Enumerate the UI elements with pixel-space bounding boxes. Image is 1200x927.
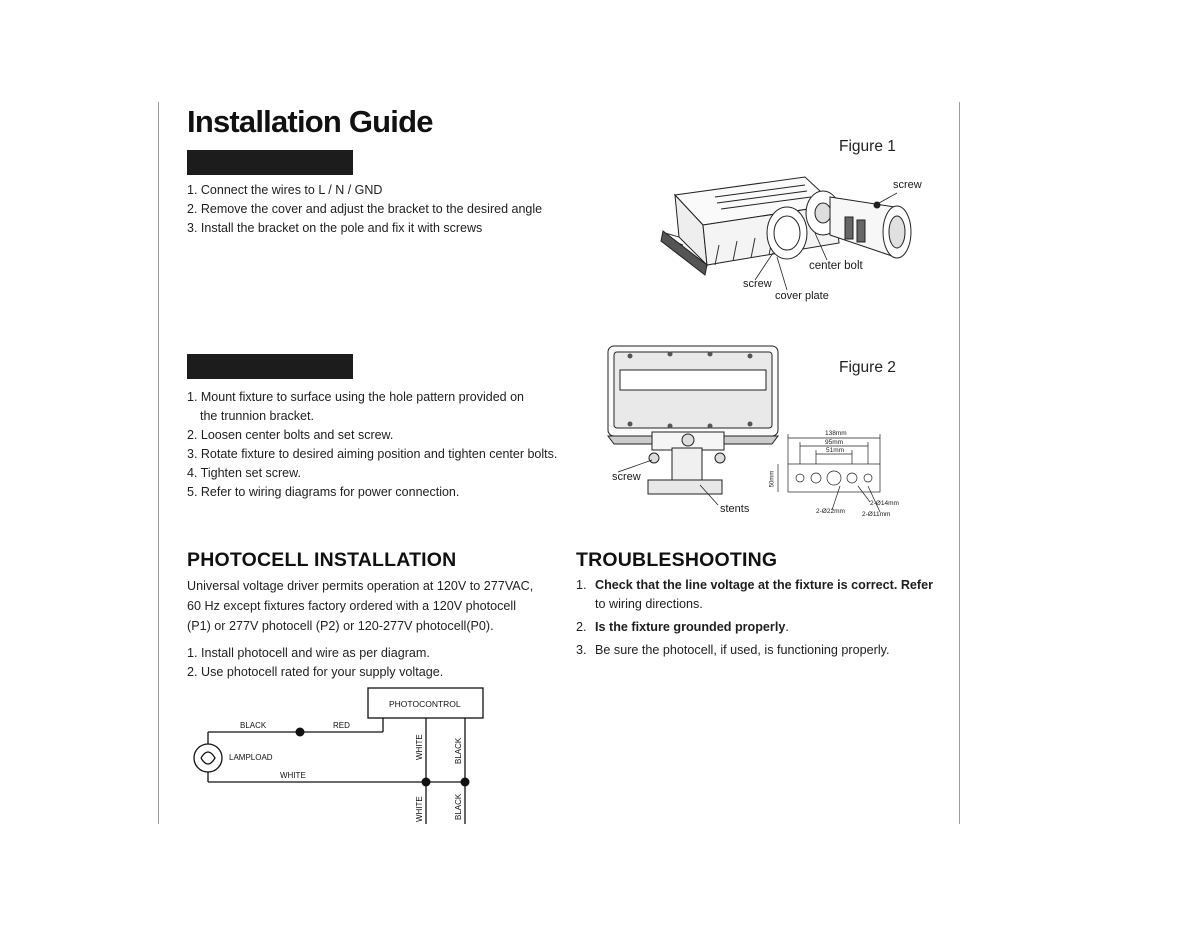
wire-red: RED: [333, 721, 350, 730]
list-item: 1. Connect the wires to L / N / GND: [187, 183, 383, 197]
photocell-paragraph: [187, 576, 567, 636]
list-item: 3. Rotate fixture to desired aiming position and tighten center bolts.: [187, 447, 558, 461]
photocontrol-label: PHOTOCONTROL: [389, 699, 461, 709]
item-number: 3.: [576, 643, 587, 657]
list-item: 3. Install the bracket on the pole and fix it with screws: [187, 221, 483, 235]
wire-white-v2: WHITE: [415, 796, 424, 822]
dim-hole11: 2-Ø11mm: [862, 511, 891, 518]
figure-2-trunnion-illustration: [600, 340, 790, 515]
dim-hole14: 2-Ø14mm: [870, 500, 899, 507]
figure-2-label: Figure 2: [839, 359, 896, 376]
list-item: 1. Install photocell and wire as per diagram.: [187, 646, 430, 660]
list-item: [576, 618, 936, 637]
section-header-bar: [187, 354, 353, 379]
dim-95mm: 95mm: [825, 439, 844, 446]
photocell-para-line: (P1) or 277V photocell (P2) or 120-277V photocell(P0).: [187, 619, 494, 633]
callout-center-bolt: center bolt: [809, 260, 863, 272]
trunnion-base: [648, 480, 722, 494]
figure-1-label: Figure 1: [839, 138, 896, 155]
photocell-heading: PHOTOCELL INSTALLATION: [187, 549, 457, 571]
list-item: 2. Use photocell rated for your supply voltage.: [187, 665, 444, 679]
item-number: 2.: [576, 620, 587, 634]
list-item: 5. Refer to wiring diagrams for power connection.: [187, 485, 460, 499]
left-margin-line: [158, 102, 159, 824]
list-item: the trunnion bracket.: [200, 409, 314, 423]
callout-screw-bottom: screw: [743, 278, 772, 290]
lampload-label: LAMPLOAD: [229, 753, 273, 762]
item-text: .: [785, 620, 789, 634]
junction-dot: [296, 728, 305, 737]
wire-white-v1: WHITE: [415, 734, 424, 760]
cover-plate: [767, 207, 807, 259]
junction-dot: [461, 778, 470, 787]
troubleshooting-heading: TROUBLESHOOTING: [576, 549, 778, 571]
troubleshooting-list: [576, 576, 936, 664]
callout-screw-top: screw: [893, 179, 922, 191]
dim-50mm: 50mm: [769, 470, 776, 488]
wire-black-v1: BLACK: [454, 737, 463, 764]
lampload-symbol: [194, 744, 222, 772]
item-text: to wiring directions.: [595, 597, 703, 611]
list-item: [576, 576, 936, 614]
wire-black-top: BLACK: [240, 721, 267, 730]
list-item: 1. Mount fixture to surface using the hole pattern provided on: [187, 390, 525, 404]
section-header-bar: [187, 150, 353, 175]
item-bold-text: Is the fixture grounded properly: [595, 620, 786, 634]
item-text: Be sure the photocell, if used, is functioning properly.: [595, 643, 890, 657]
callout-cover-plate: cover plate: [775, 290, 829, 302]
trunnion-steps-list: [187, 390, 557, 504]
callout-stents: stents: [720, 503, 750, 515]
list-item: 2. Loosen center bolts and set screw.: [187, 428, 394, 442]
photocell-wiring-diagram: [175, 684, 495, 824]
dim-hole22: 2-Ø22mm: [816, 508, 845, 515]
right-margin-line: [959, 102, 960, 824]
dim-51mm: 51mm: [826, 447, 845, 454]
dim-138mm: 138mm: [825, 430, 847, 437]
list-item: 2. Remove the cover and adjust the bracket to the desired angle: [187, 202, 543, 216]
callout-screw: screw: [612, 471, 641, 483]
wire-black-v2: BLACK: [454, 793, 463, 820]
junction-dot: [422, 778, 431, 787]
item-number: 1.: [576, 578, 587, 592]
mount-steps-list: [187, 183, 542, 240]
photocell-para-line: 60 Hz except fixtures factory ordered with a 120V photocell: [187, 599, 517, 613]
page-title: Installation Guide: [187, 104, 433, 139]
photocell-steps: [187, 644, 567, 682]
figure-1-bracket-illustration: [655, 165, 930, 310]
bracket-plate: [788, 464, 880, 492]
item-bold-text: Check that the line voltage at the fixture is correct. Refer: [595, 578, 934, 592]
list-item: 4. Tighten set screw.: [187, 466, 301, 480]
list-item: [576, 641, 936, 660]
wire-white-mid: WHITE: [280, 771, 306, 780]
photocell-para-line: Universal voltage driver permits operation at 120V to 277VAC,: [187, 579, 534, 593]
